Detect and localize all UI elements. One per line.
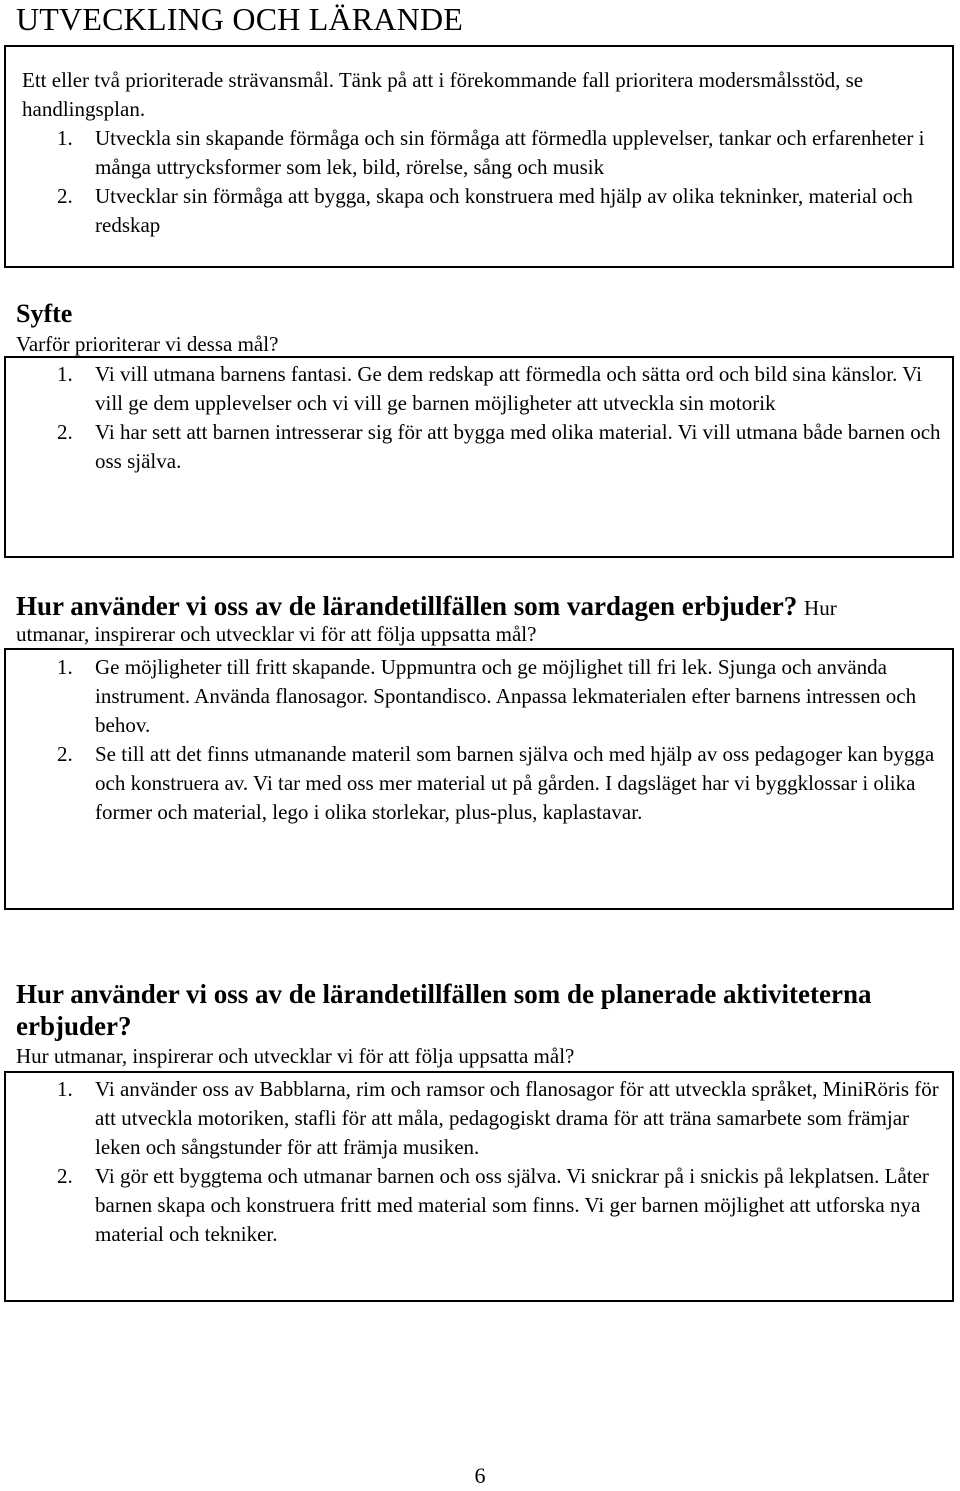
vardag-question-inline: Hur bbox=[804, 596, 837, 620]
vardag-heading-text: Hur använder vi oss av de lärandetillfällen som vardagen erbjuder? bbox=[16, 591, 798, 621]
vardag-number: 1. bbox=[57, 655, 73, 679]
page-title: UTVECKLING OCH LÄRANDE bbox=[16, 1, 464, 37]
vardag-item bbox=[6, 740, 952, 827]
goals-box bbox=[4, 45, 954, 268]
syfte-text: Vi vill utmana barnens fantasi. Ge dem redskap att förmedla och sätta ord och bild sina känslor. Vi vill ge dem upplevelser och vi vill ge barnen möjligheter att utveckla sin motorik bbox=[95, 362, 922, 415]
vardag-box bbox=[4, 648, 954, 910]
vardag-text: Ge möjligheter till fritt skapande. Uppmuntra och ge möjlighet till fri lek. Sjunga och använda instrument. Använda flanosagor. Spontandisco. Anpassa lekmaterialen efter barnens intressen och behov. bbox=[95, 655, 917, 737]
vardag-heading bbox=[16, 590, 837, 624]
planerade-list bbox=[6, 1075, 952, 1249]
planerade-text: Vi gör ett byggtema och utmanar barnen och oss själva. Vi snickrar på i snickis på lekplatsen. Låter barnen skapa och konstruera fritt med material som finns. Vi ger barnen möjlighet att utforska nya material och tekniker. bbox=[95, 1164, 929, 1246]
goals-list bbox=[6, 124, 952, 240]
vardag-text: Se till att det finns utmanande materil som barnen själva och med hjälp av oss pedagoger kan bygga och konstruera av. Vi tar med oss mer material ut på gården. I dagsläget har vi byggklossar i olika former och material, lego i olika storlekar, plus-plus, kaplastavar. bbox=[95, 742, 935, 824]
planerade-item bbox=[6, 1162, 952, 1249]
syfte-item bbox=[6, 418, 952, 476]
goals-intro: Ett eller två prioriterade strävansmål. Tänk på att i förekommande fall prioritera modersmålsstöd, se handlingsplan. bbox=[22, 68, 864, 121]
syfte-item bbox=[6, 360, 952, 418]
planerade-question: Hur utmanar, inspirerar och utvecklar vi för att följa uppsatta mål? bbox=[16, 1044, 575, 1068]
planerade-text: Vi använder oss av Babblarna, rim och ramsor och flanosagor för att utveckla språket, MiniRöris för att utveckla motoriken, stafli för att måla, pedagogiskt drama för att träna samarbete som främjar leken och sångstunder för att främja musiken. bbox=[95, 1077, 939, 1159]
syfte-question: Varför prioriterar vi dessa mål? bbox=[16, 332, 279, 356]
vardag-number: 2. bbox=[57, 742, 73, 766]
syfte-box bbox=[4, 356, 954, 558]
vardag-item bbox=[6, 653, 952, 740]
syfte-list bbox=[6, 360, 952, 476]
vardag-question: utmanar, inspirerar och utvecklar vi för att följa uppsatta mål? bbox=[16, 622, 537, 646]
goal-text: Utvecklar sin förmåga att bygga, skapa och konstruera med hjälp av olika tekninker, material och redskap bbox=[95, 184, 913, 237]
planerade-number: 2. bbox=[57, 1164, 73, 1188]
planerade-box bbox=[4, 1071, 954, 1302]
goal-text: Utveckla sin skapande förmåga och sin förmåga att förmedla upplevelser, tankar och erfarenheter i många uttrycksformer som lek, bild, rörelse, sång och musik bbox=[95, 126, 925, 179]
syfte-text: Vi har sett att barnen intresserar sig för att bygga med olika material. Vi vill utmana både barnen och oss själva. bbox=[95, 420, 941, 473]
vardag-list bbox=[6, 653, 952, 827]
goal-item bbox=[6, 124, 952, 182]
planerade-number: 1. bbox=[57, 1077, 73, 1101]
planerade-heading: Hur använder vi oss av de lärandetillfällen som de planerade aktiviteterna erbjuder? bbox=[16, 979, 872, 1041]
syfte-heading: Syfte bbox=[16, 299, 73, 328]
goal-number: 2. bbox=[57, 184, 73, 208]
goal-item bbox=[6, 182, 952, 240]
syfte-number: 1. bbox=[57, 362, 73, 386]
syfte-number: 2. bbox=[57, 420, 73, 444]
goal-number: 1. bbox=[57, 126, 73, 150]
page-number: 6 bbox=[474, 1463, 486, 1488]
planerade-item bbox=[6, 1075, 952, 1162]
